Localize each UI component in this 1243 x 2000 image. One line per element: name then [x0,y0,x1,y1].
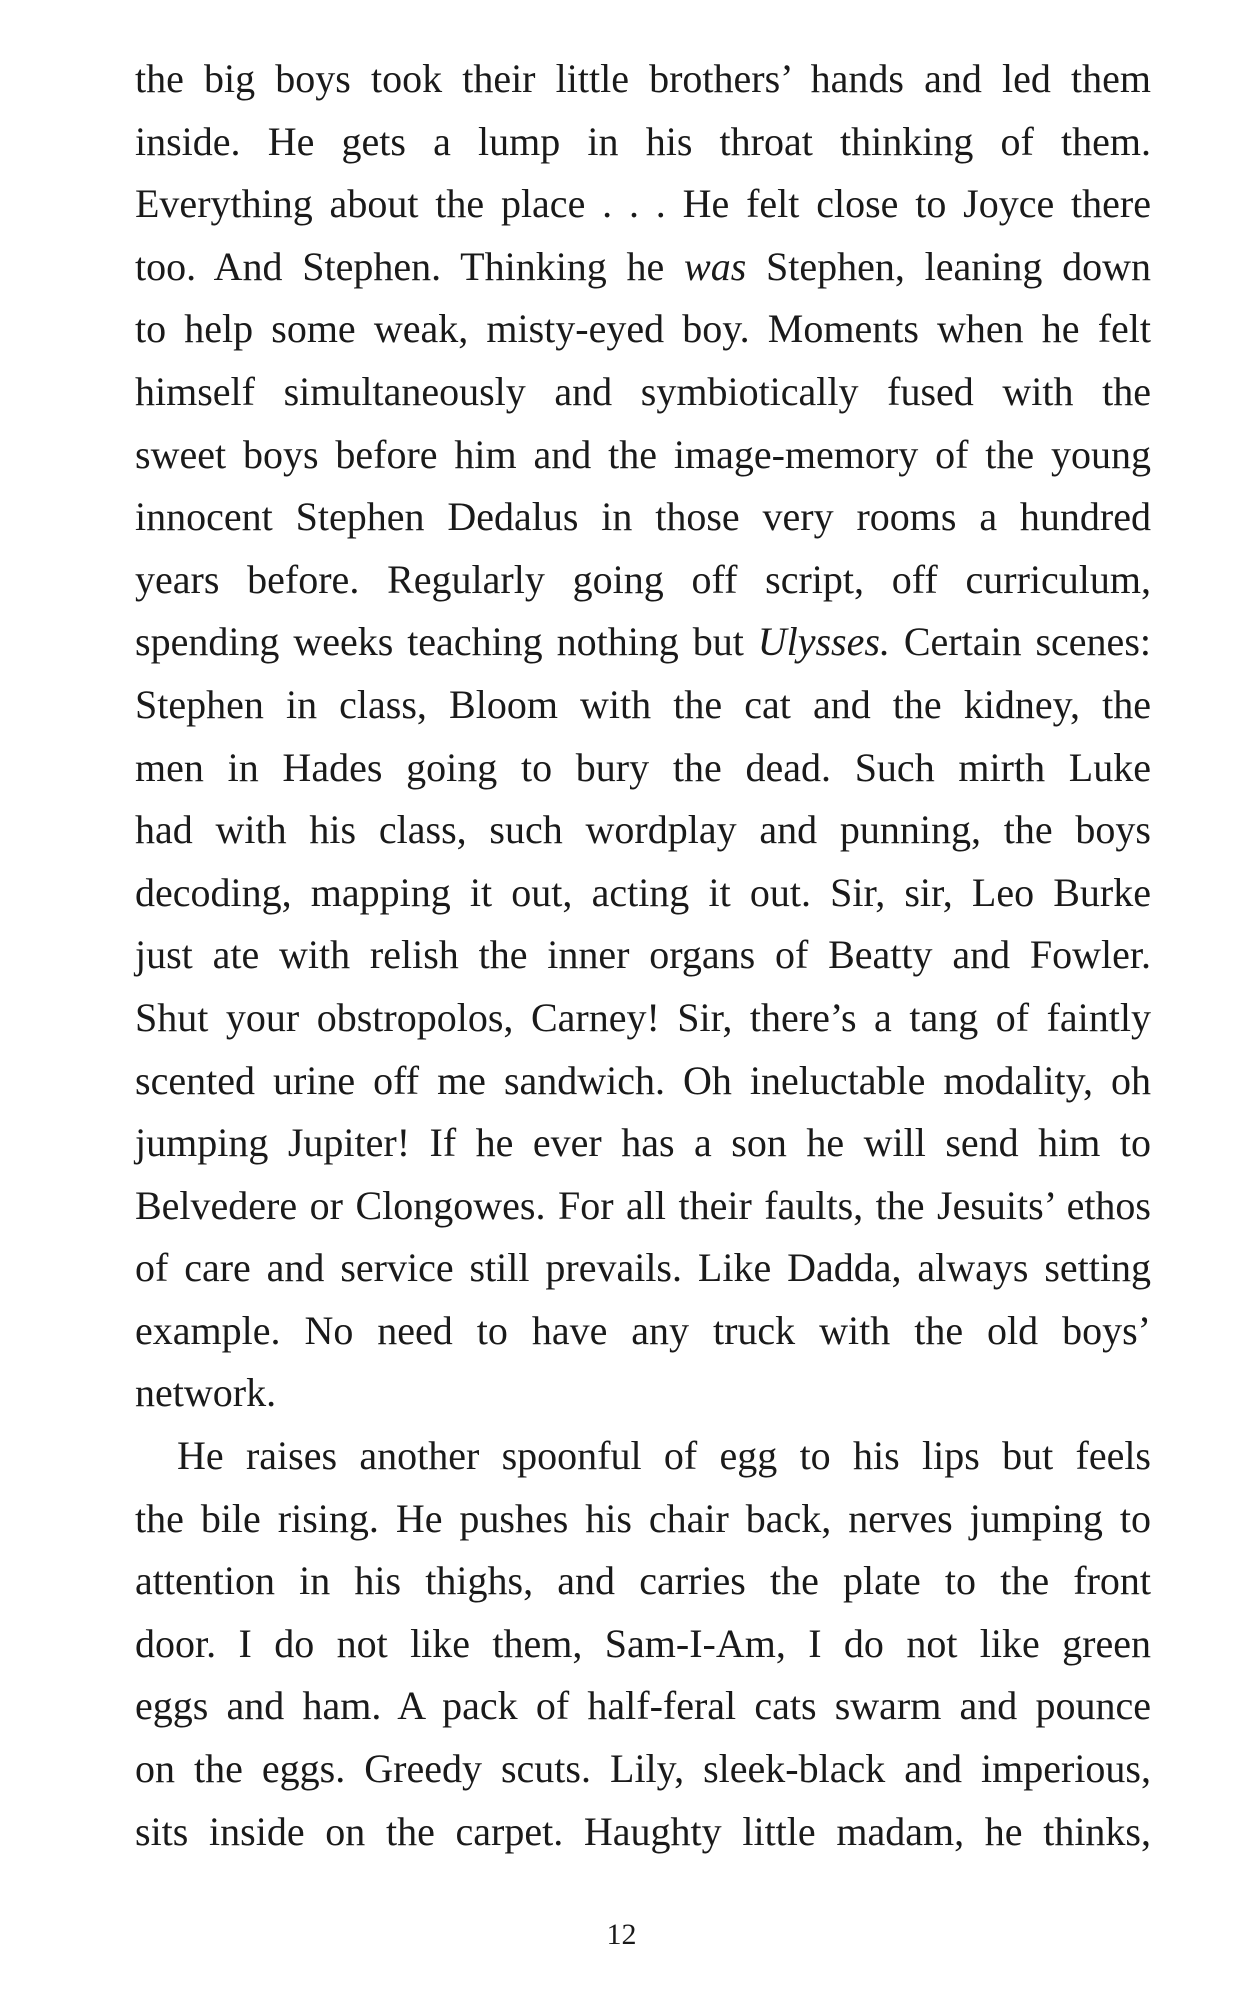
text-line: Shut your obstropolos, Carney! Sir, there’s a tang of faintly [135,994,1151,1040]
italic-title: Ulysses. [757,619,890,665]
text-line: sweet boys before him and the image-memory of the young [135,431,1151,477]
text-line: men in Hades going to bury the dead. Such mirth Luke [135,744,1151,790]
text-line: network. [135,1370,277,1416]
text-line: scented urine off me sandwich. Oh ineluctable modality, oh [135,1057,1151,1103]
text-line: the bile rising. He pushes his chair back, nerves jumping to [135,1495,1151,1541]
paragraph [135,48,1151,1425]
text-line: example. No need to have any truck with the old boys’ [135,1307,1151,1353]
text-line: jumping Jupiter! If he ever has a son he will send him to [135,1120,1151,1166]
paragraph [135,1425,1151,1863]
text-line: Belvedere or Clongowes. For all their faults, the Jesuits’ ethos [135,1182,1151,1228]
text-line: He raises another spoonful of egg to his lips but feels [177,1433,1151,1479]
text-line: Stephen in class, Bloom with the cat and the kidney, the [135,681,1151,727]
text-line: innocent Stephen Dedalus in those very rooms a hundred [135,494,1151,540]
body-text [135,48,1151,1863]
text-line: had with his class, such wordplay and punning, the boys [135,807,1151,853]
text-line: just ate with relish the inner organs of Beatty and Fowler. [135,932,1151,978]
text-line: the big boys took their little brothers’ hands and led them [135,56,1151,101]
text-line: himself simultaneously and symbiotically fused with the [135,368,1151,414]
text-line: sits inside on the carpet. Haughty little madam, he thinks, [135,1808,1151,1854]
text-line: to help some weak, misty-eyed boy. Moments when he felt [135,306,1151,352]
text-line: of care and service still prevails. Like Dadda, always setting [135,1245,1151,1291]
text-line [135,611,1151,674]
text-line: Everything about the place . . . He felt close to Joyce there [135,181,1151,227]
text-line: on the eggs. Greedy scuts. Lily, sleek-black and imperious, [135,1746,1151,1792]
text-segment: Stephen, leaning down [746,243,1151,289]
text-line: eggs and ham. A pack of half-feral cats swarm and pounce [135,1683,1151,1729]
text-line: years before. Regularly going off script, off curriculum, [135,556,1151,602]
text-line: decoding, mapping it out, acting it out. Sir, sir, Leo Burke [135,869,1151,915]
text-line [135,236,1151,299]
text-line: door. I do not like them, Sam-I-Am, I do not like green [135,1620,1151,1666]
page-number: 12 [606,1918,637,1951]
text-segment: spending weeks teaching nothing but [135,619,758,665]
text-segment: too. And Stephen. Thinking he [135,243,685,289]
italic-word: was [684,243,747,289]
text-line: attention in his thighs, and carries the plate to the front [135,1558,1151,1604]
text-segment: Certain scenes: [889,619,1151,665]
text-line: inside. He gets a lump in his throat thinking of them. [135,118,1151,164]
